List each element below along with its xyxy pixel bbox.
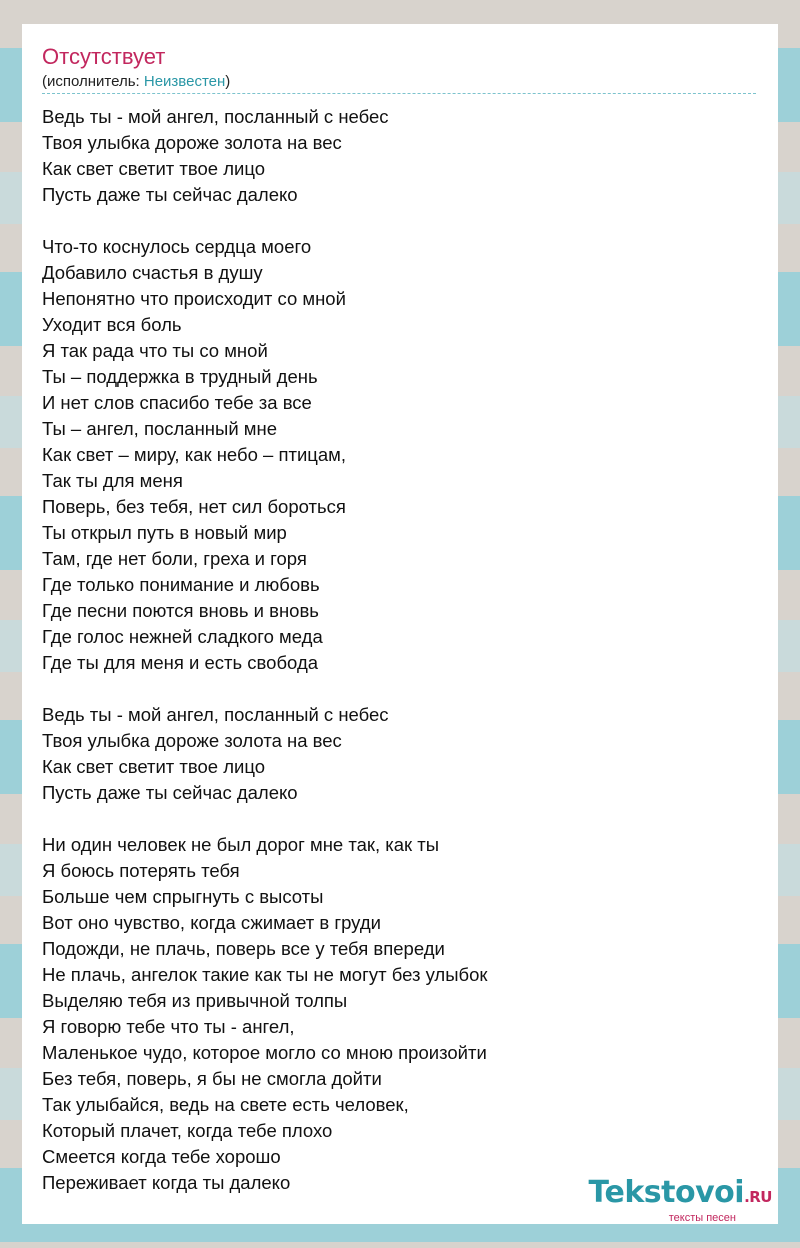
lyric-line: И нет слов спасибо тебе за все <box>42 392 312 413</box>
lyric-line: Как свет светит твое лицо <box>42 158 266 179</box>
stanza-break <box>42 806 756 832</box>
lyric-line: Без тебя, поверь, я бы не смогла дойти <box>42 1068 382 1089</box>
lyric-line: Где ты для меня и есть свобода <box>42 652 319 673</box>
lyric-line: Так улыбайся, ведь на свете есть человек, <box>42 1094 409 1115</box>
lyric-line: Непонятно что происходит со мной <box>42 288 346 309</box>
lyric-line: Уходит вся боль <box>42 314 182 335</box>
lyric-line: Пусть даже ты сейчас далеко <box>42 782 298 803</box>
site-logo[interactable] <box>589 1177 772 1224</box>
logo-tagline: тексты песен <box>668 1212 736 1224</box>
lyrics-card <box>22 24 778 1224</box>
lyric-line: Так ты для меня <box>42 470 183 491</box>
lyric-line: Пусть даже ты сейчас далеко <box>42 184 298 205</box>
lyric-line: Я говорю тебе что ты - ангел, <box>42 1016 295 1037</box>
logo-tld: .RU <box>744 1188 772 1206</box>
lyric-line: Ты – ангел, посланный мне <box>42 418 278 439</box>
lyric-line: Там, где нет боли, греха и горя <box>42 548 307 569</box>
lyric-line: Ведь ты - мой ангел, посланный с небес <box>42 106 389 127</box>
logo-brand-text: Tekstovoi <box>588 1175 745 1210</box>
stanza-break <box>42 676 756 702</box>
lyric-line: Как свет – миру, как небо – птицам, <box>42 444 347 465</box>
lyric-line: Ты открыл путь в новый мир <box>42 522 287 543</box>
lyric-line: Ты – поддержка в трудный день <box>42 366 318 387</box>
lyric-line: Где песни поются вновь и вновь <box>42 600 319 621</box>
lyric-line: Смеется когда тебе хорошо <box>42 1146 281 1167</box>
lyric-line: Не плачь, ангелок такие как ты не могут без улыбок <box>42 964 488 985</box>
lyric-line: Что-то коснулось сердца моего <box>42 236 312 257</box>
lyric-line: Подожди, не плачь, поверь все у тебя впереди <box>42 938 445 959</box>
lyric-line: Который плачет, когда тебе плохо <box>42 1120 333 1141</box>
lyric-line: Добавило счастья в душу <box>42 262 263 283</box>
logo-brand <box>589 1177 772 1213</box>
title-divider <box>42 93 756 94</box>
lyric-line: Где только понимание и любовь <box>42 574 320 595</box>
lyric-line: Вот оно чувство, когда сжимает в груди <box>42 912 381 933</box>
lyric-line: Я боюсь потерять тебя <box>42 860 240 881</box>
lyric-line: Я так рада что ты со мной <box>42 340 268 361</box>
lyric-line: Переживает когда ты далеко <box>42 1172 291 1193</box>
lyric-line: Как свет светит твое лицо <box>42 756 266 777</box>
artist-prefix: (исполнитель: <box>42 73 144 90</box>
stanza-break <box>42 208 756 234</box>
lyric-line: Твоя улыбка дороже золота на вес <box>42 132 342 153</box>
artist-link[interactable]: Неизвестен <box>143 73 226 90</box>
artist-line <box>42 72 230 92</box>
lyric-line: Больше чем спрыгнуть с высоты <box>42 886 324 907</box>
lyric-line: Ни один человек не был дорог мне так, как ты <box>42 834 440 855</box>
lyric-line: Твоя улыбка дороже золота на вес <box>42 730 342 751</box>
lyric-line: Где голос нежней сладкого меда <box>42 626 323 647</box>
song-title: Отсутствует <box>42 44 166 69</box>
lyric-line: Поверь, без тебя, нет сил бороться <box>42 496 346 517</box>
lyric-line: Маленькое чудо, которое могло со мною произойти <box>42 1042 487 1063</box>
lyric-line: Ведь ты - мой ангел, посланный с небес <box>42 704 389 725</box>
lyric-line: Выделяю тебя из привычной толпы <box>42 990 348 1011</box>
lyrics-body <box>42 104 756 1196</box>
artist-suffix: ) <box>225 73 231 90</box>
